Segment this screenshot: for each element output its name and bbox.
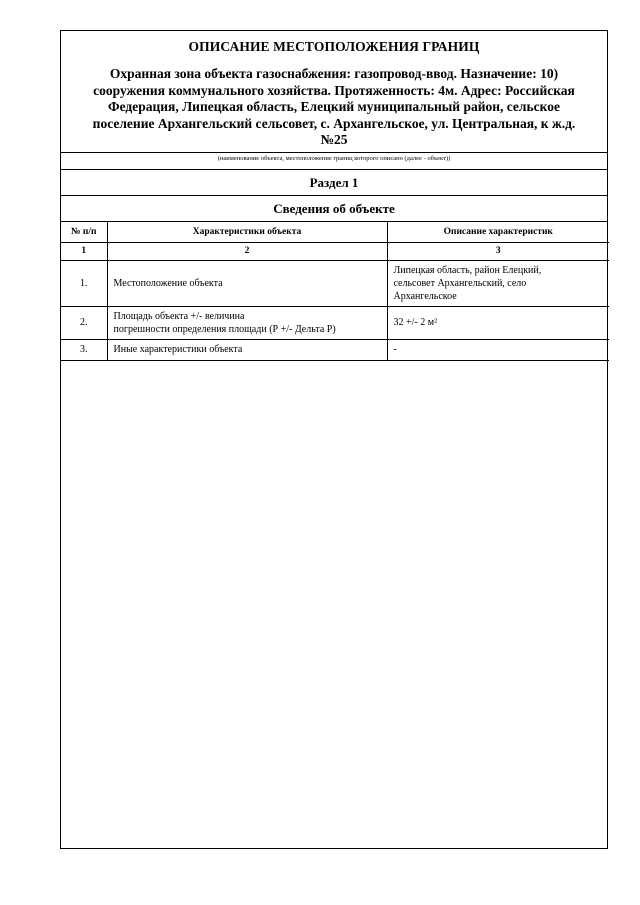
object-name-hint: (наименование объекта, местоположение границ которого описано (далее - объект)) [61,153,607,170]
row-description-line: Липецкая область, район Елецкий, [393,264,542,276]
column-number-2: 2 [107,242,387,260]
row-number: 3. [61,339,107,360]
table-row [61,339,609,360]
document-title: ОПИСАНИЕ МЕСТОПОЛОЖЕНИЯ ГРАНИЦ [188,39,480,54]
row-characteristic-line: погрешности определения площади (Р +/- Дельта Р) [113,323,336,335]
row-description-line: сельсовет Архангельский, село [393,277,527,289]
row-characteristic-line: Площадь объекта +/- величина [113,310,245,322]
row-description: 32 +/- 2 м² [387,306,609,339]
object-info-table [61,222,609,361]
table-row [61,306,609,339]
column-number-1: 1 [61,242,107,260]
column-header-number: № п/п [61,222,107,242]
object-description [67,66,601,149]
row-characteristic: Местоположение объекта [107,260,387,306]
object-line-1: Охранная зона объекта газоснабжения: газопровод-ввод. Назначение: 10) [109,66,559,81]
column-number-3: 3 [387,242,609,260]
row-number: 2. [61,306,107,339]
row-characteristic: Иные характеристики объекта [107,339,387,360]
row-description: - [387,339,609,360]
object-line-3: Федерация, Липецкая область, Елецкий муниципальный район, сельское [108,99,560,114]
row-characteristic [107,306,387,339]
object-line-4: поселение Архангельский сельсовет, с. Архангельское, ул. Центральная, к ж.д. [92,115,576,131]
section-subtitle: Сведения об объекте [61,196,607,222]
object-line-2: сооружения коммунального хозяйства. Протяженность: 4м. Адрес: Российская [93,82,575,98]
document-header [61,31,607,153]
row-description-line: Архангельское [393,290,457,302]
column-header-characteristic: Характеристики объекта [107,222,387,242]
row-description [387,260,609,306]
row-number: 1. [61,260,107,306]
column-number-row [61,242,609,260]
section-title: Раздел 1 [61,170,607,196]
table-header-row [61,222,609,242]
object-line-5: №25 [320,132,348,147]
table-row [61,260,609,306]
column-header-description: Описание характеристик [387,222,609,242]
document-frame [60,30,608,849]
